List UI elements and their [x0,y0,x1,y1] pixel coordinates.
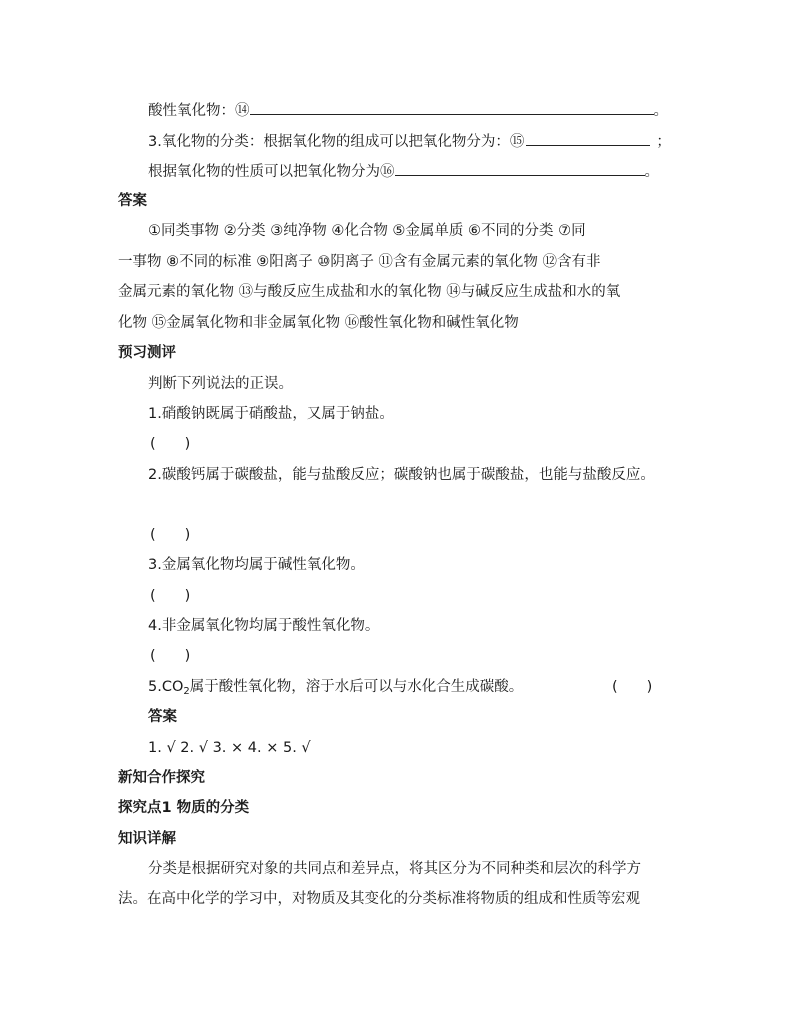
paragraph-line-1: 分类是根据研究对象的共同点和差异点，将其区分为不同种类和层次的科学方 [148,861,641,877]
answer-line-1: ①同类事物 ②分类 ③纯净物 ④化合物 ⑤金属单质 ⑥不同的分类 ⑦同 [148,223,586,239]
answers-heading-2: 答案 [148,709,177,725]
subsection-heading: 探究点1 物质的分类 [118,800,250,816]
question-4: 4.非金属氧化物均属于酸性氧化物。 [148,618,380,634]
question-5-subscript: 2 [183,686,190,697]
property-text: 根据氧化物的性质可以把氧化物分为⑯ [148,164,395,180]
paragraph-line-2: 法。在高中化学的学习中，对物质及其变化的分类标准将物质的组成和性质等宏观 [118,891,640,907]
answers-heading: 答案 [118,193,147,209]
answer-line-2: 一事物 ⑧不同的标准 ⑨阳离子 ⑩阴离子 ⑪含有金属元素的氧化物 ⑫含有非 [118,254,601,270]
section-heading: 新知合作探究 [118,770,205,786]
end-period: 。 [653,103,668,119]
answer-paren-5: ( ) [612,679,653,695]
question-2: 2.碳酸钙属于碳酸盐，能与盐酸反应；碳酸钠也属于碳酸盐，也能与盐酸反应。 [148,467,655,483]
knowledge-heading: 知识详解 [118,831,176,847]
classification-text: 3.氧化物的分类：根据氧化物的组成可以把氧化物分为：⑮ [148,134,525,150]
blank-15 [526,131,650,146]
answer-paren-3: ( ) [150,588,191,604]
question-1: 1.硝酸钠既属于硝酸盐，又属于钠盐。 [148,406,394,422]
property-line [148,161,659,182]
instruction: 判断下列说法的正误。 [148,376,293,392]
classification-line [148,131,671,152]
end-period-2: 。 [644,164,659,180]
preview-test-heading: 预习测评 [118,345,176,361]
answers-line: 1. √ 2. √ 3. × 4. × 5. √ [148,740,311,756]
answer-line-3: 金属元素的氧化物 ⑬与酸反应生成盐和水的氧化物 ⑭与碱反应生成盐和水的氧 [118,284,621,300]
answer-line-4: 化物 ⑮金属氧化物和非金属氧化物 ⑯酸性氧化物和碱性氧化物 [118,315,519,331]
acidic-oxide-line [148,100,668,121]
blank-14 [250,100,654,115]
question-5-text: 属于酸性氧化物，溶于水后可以与水化合生成碳酸。 [189,679,524,695]
answer-paren-1: ( ) [150,436,191,452]
answer-paren-2: ( ) [150,527,191,543]
question-5-prefix: 5.CO [148,679,184,695]
question-5 [148,677,523,697]
blank-16 [395,161,645,176]
question-3: 3.金属氧化物均属于碱性氧化物。 [148,557,365,573]
acidic-oxide-label: 酸性氧化物：⑭ [148,103,250,119]
answer-paren-4: ( ) [150,648,191,664]
semicolon: ； [656,134,671,150]
